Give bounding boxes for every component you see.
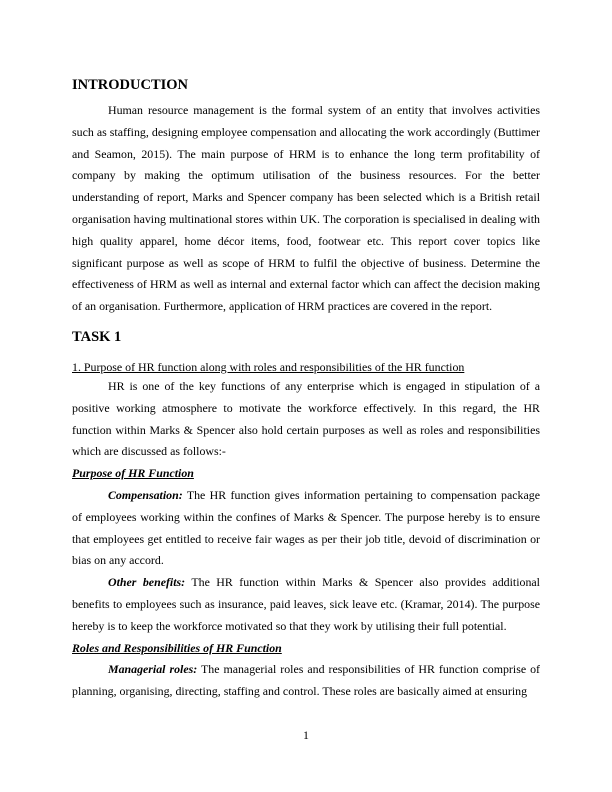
task1-heading: TASK 1 <box>72 328 122 345</box>
other-benefits-text: The HR function within Marks & Spencer also provides additional benefits to employees such as insurance, paid leaves, sick leave etc. (Kramar, 2014). The purpose hereby is to keep the workforce motivated so that they work by utilising their full potential. <box>72 575 540 633</box>
page-content <box>72 76 540 703</box>
managerial-text: The managerial roles and responsibilities of HR function comprise of planning, organising, directing, staffing and control. These roles are basically aimed at ensuring <box>72 662 540 699</box>
managerial-label: Managerial roles: <box>108 662 198 677</box>
compensation-text: The HR function gives information pertaining to compensation package of employees working within the confines of Marks & Spencer. The purpose hereby is to ensure that employees get entitled to receive fair wages as per their job title, devoid of discrimination or bias on any accord. <box>72 487 540 568</box>
task1-subheading: 1. Purpose of HR function along with roles and responsibilities of the HR function <box>72 359 465 374</box>
other-benefits-paragraph <box>72 572 540 637</box>
introduction-heading: INTRODUCTION <box>72 77 189 93</box>
other-benefits-label: Other benefits: <box>108 575 186 590</box>
compensation-paragraph <box>72 485 540 572</box>
page-number: 1 <box>303 728 309 742</box>
purpose-heading: Purpose of HR Function <box>72 466 194 481</box>
roles-heading: Roles and Responsibilities of HR Function <box>72 640 282 655</box>
compensation-label: Compensation: <box>108 487 183 502</box>
introduction-paragraph: Human resource management is the formal system of an entity that involves activities such as staffing, designing employee compensation and allocating the work accordingly (Buttimer and Seamon, 2015). The main purpose of HRM is to enhance the long term profitability of company by making the optimum utilisation of the business resources. For the better understanding of report, Marks and Spencer company has been selected which is a British retail organisation having multinational stores within UK. The corporation is specialised in dealing with high quality apparel, home décor items, food, footwear etc. This report cover topics like significant purpose as well as scope of HRM to fulfil the objective of business. Determine the effectiveness of HRM as well as internal and external factor which can affect the decision making of an organisation. Furthermore, application of HRM practices are covered in the report. <box>72 103 540 314</box>
task1-intro-paragraph: HR is one of the key functions of any enterprise which is engaged in stipulation of a positive working atmosphere to motivate the workforce effectively. In this regard, the HR function within Marks & Spencer also hold certain purposes as well as roles and responsibilities which are discussed as follows:- <box>72 378 540 459</box>
managerial-paragraph <box>72 659 540 703</box>
